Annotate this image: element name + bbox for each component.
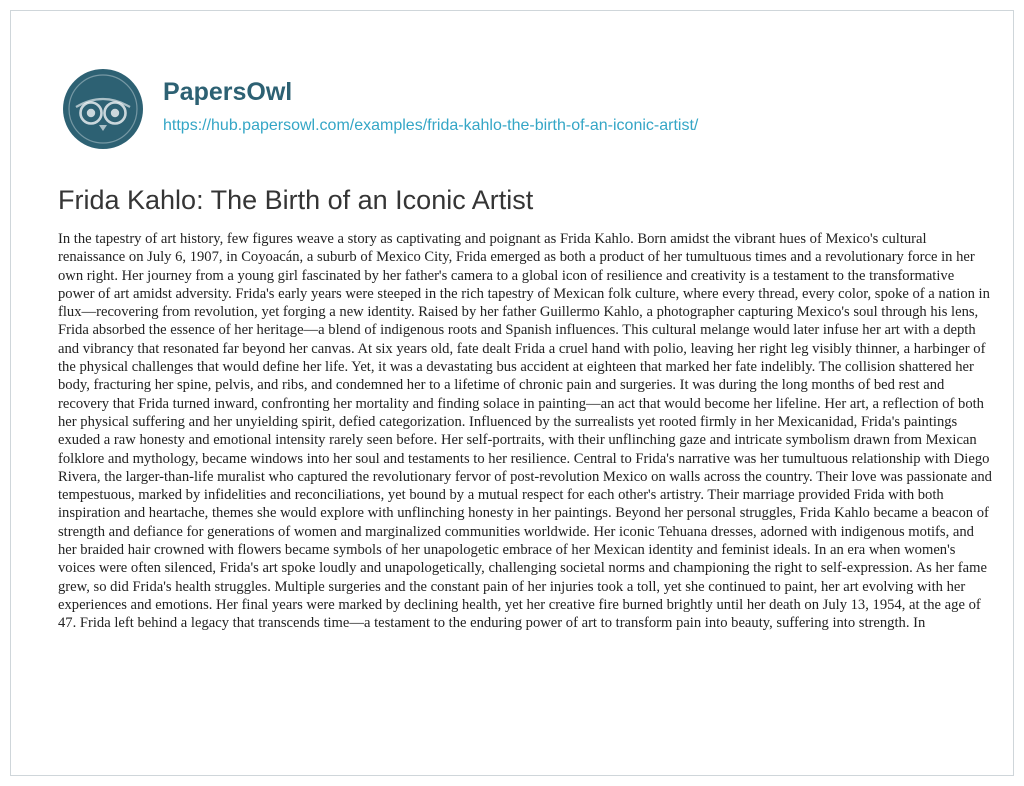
brand-name[interactable]: PapersOwl [163,77,293,106]
header [63,69,698,149]
document-page [10,10,1014,776]
owl-logo-icon [63,69,143,149]
source-url-link[interactable]: https://hub.papersowl.com/examples/frida-kahlo-the-birth-of-an-iconic-artist/ [163,116,699,134]
article-title: Frida Kahlo: The Birth of an Iconic Artist [58,185,534,215]
brand [163,77,699,136]
article-body: In the tapestry of art history, few figures weave a story as captivating and poignant as Frida Kahlo. Born amidst the vibrant hues of Mexico's cultural renaissance on July 6, 1907, in Coyoacán, a suburb of Mexico City, Frida emerged as both a product of her tumultuous times and a revolutionary force in her own right. Her journey from a young girl fascinated by her father's camera to a global icon of resilience and creativity is a testament to the transformative power of art amidst adversity. Frida's early years were steeped in the rich tapestry of Mexican folk culture, where every thread, every color, spoke of a nation in flux—recovering from revolution, yet forging a new identity. Raised by her father Guillermo Kahlo, a photographer capturing Mexico's soul through his lens, Frida absorbed the essence of her heritage—a blend of indigenous roots and Spanish influences. This cultural melange would later infuse her art with a depth and vibrancy that resonated far beyond her canvas. At six years old, fate dealt Frida a cruel hand with polio, leaving her right leg visibly thinner, a harbinger of the physical challenges that would define her life. Yet, it was a devastating bus accident at eighteen that marked her fate indelibly. The collision shattered her body, fracturing her spine, pelvis, and ribs, and condemned her to a lifetime of chronic pain and surgeries. It was during the long months of bed rest and recovery that Frida turned inward, confronting her mortality and finding solace in painting—an act that would become her lifeline. Her art, a reflection of both her physical suffering and her unyielding spirit, defied categorization. Influenced by the surrealists yet rooted firmly in her Mexicanidad, Frida's paintings exuded a raw honesty and emotional intensity rarely seen before. Her self-portraits, with their unflinching gaze and intricate symbolism drawn from Mexican folklore and mythology, became windows into her soul and testaments to her resilience. Central to Frida's narrative was her tumultuous relationship with Diego Rivera, the larger-than-life muralist who captured the revolutionary fervor of post-revolution Mexico on walls across the country. Their love was passionate and tempestuous, marked by infidelities and reconciliations, yet bound by a mutual respect for each other's artistry. Their marriage provided Frida with both inspiration and heartache, themes she would explore with unflinching honesty in her paintings. Beyond her personal struggles, Frida Kahlo became a beacon of strength and defiance for generations of women and marginalized communities worldwide. Her iconic Tehuana dresses, adorned with indigenous motifs, and her braided hair crowned with flowers became symbols of her unapologetic embrace of her Mexican identity and feminist ideals. In an era when women's voices were often silenced, Frida's art spoke loudly and unapologetically, challenging societal norms and championing the right to self-expression. As her fame grew, so did Frida's health struggles. Multiple surgeries and the constant pain of her injuries took a toll, yet she continued to paint, her art evolving with her experiences and emotions. Her final years were marked by declining health, yet her creative fire burned brightly until her death on July 13, 1954, at the age of 47. Frida left behind a legacy that transcends time—a testament to the enduring power of art to transform pain into beauty, suffering into strength. In [58,231,992,632]
